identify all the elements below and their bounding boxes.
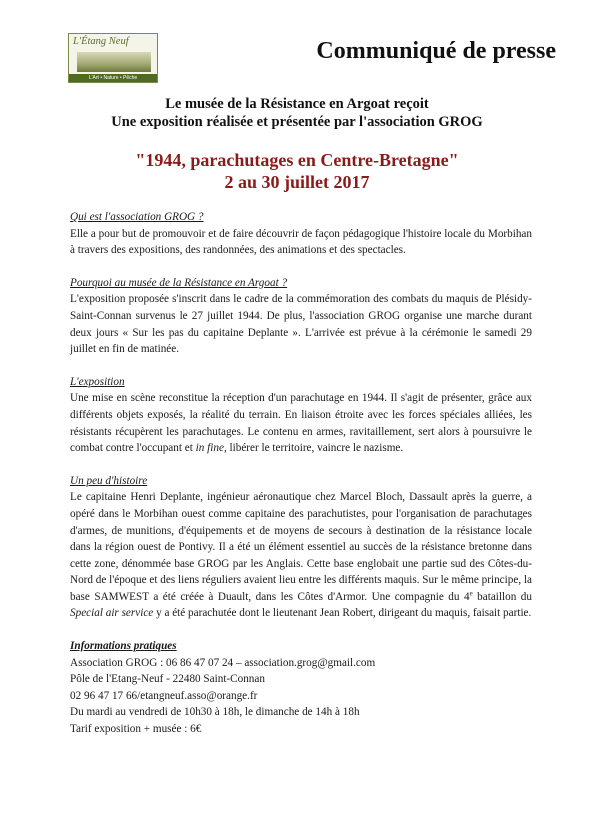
section-pourquoi — [70, 275, 532, 358]
subtitle-line-1: Le musée de la Résistance en Argoat reçoit — [165, 96, 429, 112]
text-part: y a été parachutée dont le lieutenant Jean Robert, dirigeant du maquis, faisait partie. — [153, 607, 532, 620]
section-text — [70, 489, 532, 622]
text-part: Le capitaine Henri Deplante, ingénieur aéronautique chez Marcel Bloch, Dassault après la guerre, a opéré dans le Morbihan ouest comme capitaine des parachutistes, pour l'organisation de parachutages d'armes, de munitions, d'équipements et de moyens de secours à destination de la résistance locale dans la région ouest de Pontivy. Il a été un élément essentiel au succès de la résistance bretonne dans cette zone, dénommée base GROG par les Anglais. Cette base englobait une partie sud des Côtes-du-Nord de l'époque et des liens réguliers avaient lieu entre les différents maquis. Sur le même principe, la base SAMWEST a été créée à Duault, dans les Côtes d'Armor. Une compagnie du 4 — [70, 491, 532, 603]
section-title: L'exposition — [70, 375, 125, 388]
section-exposition — [70, 374, 532, 457]
text-part: bataillon du — [472, 590, 532, 603]
exhibition-dates: 2 au 30 juillet 2017 — [224, 172, 370, 192]
infos-title: Informations pratiques — [70, 640, 177, 653]
section-title: Un peu d'histoire — [70, 474, 148, 487]
page-title: Communiqué de presse — [316, 38, 556, 64]
info-line: Du mardi au vendredi de 10h30 à 18h, le dimanche de 14h à 18h — [70, 706, 360, 719]
section-qui — [70, 209, 532, 259]
text-part: , libérer le territoire, vaincre le nazisme. — [223, 442, 404, 455]
info-line: Pôle de l'Etang-Neuf - 22480 Saint-Connan — [70, 673, 265, 686]
logo-tagline: L'Art • Nature • Pêche — [69, 74, 157, 82]
document-body — [70, 209, 532, 754]
info-line: Association GROG : 06 86 47 07 24 – association.grog@gmail.com — [70, 656, 376, 669]
text-part: Une mise en scène reconstitue la réception d'un parachutage en 1944. Il s'agit de présenter, grâce aux différents objets exposés, la réalité du terrain. En liaison étroite avec les forces spéciales alliées, les résistants récupèrent les parachutages. Le contenu en armes, ravitaillement, sert alors à poursuivre le combat contre l'occupant et — [70, 392, 532, 455]
section-infos — [70, 638, 532, 738]
superscript: e — [469, 589, 473, 598]
text-italic: in fine — [195, 442, 224, 455]
section-text — [70, 390, 532, 456]
logo-name: L'Étang Neuf — [73, 36, 129, 47]
info-line: Tarif exposition + musée : 6€ — [70, 723, 202, 736]
info-line: 02 96 47 17 66/etangneuf.asso@orange.fr — [70, 689, 258, 702]
logo-landscape-image — [77, 52, 151, 72]
subtitle-line-2: Une exposition réalisée et présentée par l'association GROG — [111, 114, 483, 130]
section-title: Pourquoi au musée de la Résistance en Argoat ? — [70, 276, 288, 289]
text-italic: Special air service — [70, 607, 154, 620]
section-histoire — [70, 473, 532, 622]
exhibition-title: "1944, parachutages en Centre-Bretagne" — [135, 150, 459, 170]
section-title: Qui est l'association GROG ? — [70, 211, 204, 223]
etang-neuf-logo — [68, 33, 158, 83]
section-text: Elle a pour but de promouvoir et de faire découvrir de façon pédagogique l'histoire locale du Morbihan à travers des expositions, des randonnées, des animations et des spectacles. — [70, 227, 532, 257]
section-text: L'exposition proposée s'inscrit dans le cadre de la commémoration des combats du maquis de Plésidy-Saint-Connan survenus le 27 juillet 1944. De plus, l'association GROG organise une marche durant deux jours « Sur les pas du capitaine Deplante ». L'arrivée est prévue à la cérémonie le samedi 29 juillet en fin de matinée. — [70, 293, 532, 356]
